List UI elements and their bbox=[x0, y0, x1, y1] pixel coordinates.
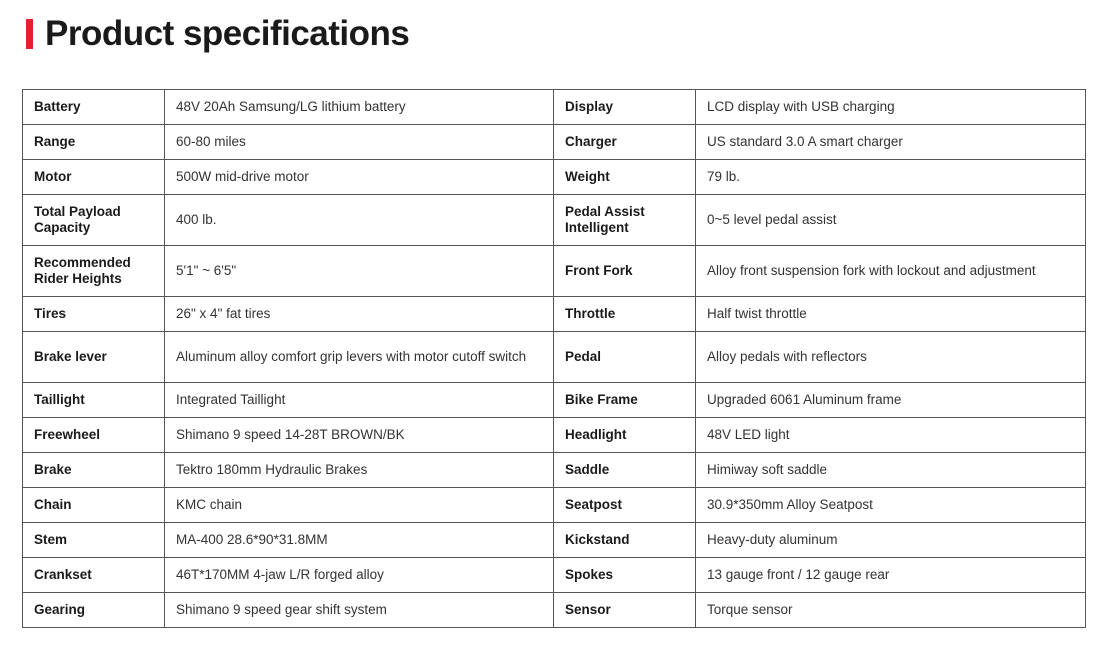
spec-row bbox=[23, 383, 1086, 418]
spec-value: 400 lb. bbox=[165, 195, 554, 246]
spec-label: Pedal bbox=[554, 332, 696, 383]
spec-value: Shimano 9 speed 14-28T BROWN/BK bbox=[165, 418, 554, 453]
spec-value: 30.9*350mm Alloy Seatpost bbox=[696, 488, 1086, 523]
spec-value: 48V 20Ah Samsung/LG lithium battery bbox=[165, 90, 554, 125]
spec-value: Upgraded 6061 Aluminum frame bbox=[696, 383, 1086, 418]
spec-value: 46T*170MM 4-jaw L/R forged alloy bbox=[165, 558, 554, 593]
spec-label: Spokes bbox=[554, 558, 696, 593]
spec-row bbox=[23, 297, 1086, 332]
spec-label: Gearing bbox=[23, 593, 165, 628]
spec-value: 60-80 miles bbox=[165, 125, 554, 160]
spec-label: Range bbox=[23, 125, 165, 160]
spec-label: Display bbox=[554, 90, 696, 125]
spec-row bbox=[23, 246, 1086, 297]
spec-label: Front Fork bbox=[554, 246, 696, 297]
spec-label: Taillight bbox=[23, 383, 165, 418]
spec-label: Sensor bbox=[554, 593, 696, 628]
spec-label: Bike Frame bbox=[554, 383, 696, 418]
spec-value: Heavy-duty aluminum bbox=[696, 523, 1086, 558]
spec-value: MA-400 28.6*90*31.8MM bbox=[165, 523, 554, 558]
spec-row bbox=[23, 488, 1086, 523]
spec-label: Tires bbox=[23, 297, 165, 332]
spec-label: Recommended Rider Heights bbox=[23, 246, 165, 297]
spec-value: Torque sensor bbox=[696, 593, 1086, 628]
spec-value: Integrated Taillight bbox=[165, 383, 554, 418]
spec-value: Tektro 180mm Hydraulic Brakes bbox=[165, 453, 554, 488]
spec-value: 500W mid-drive motor bbox=[165, 160, 554, 195]
spec-label: Stem bbox=[23, 523, 165, 558]
spec-row bbox=[23, 332, 1086, 383]
spec-value: 5'1" ~ 6'5" bbox=[165, 246, 554, 297]
spec-value: Himiway soft saddle bbox=[696, 453, 1086, 488]
spec-row bbox=[23, 195, 1086, 246]
spec-row bbox=[23, 593, 1086, 628]
spec-label: Brake bbox=[23, 453, 165, 488]
spec-value: Alloy front suspension fork with lockout and adjustment bbox=[696, 246, 1086, 297]
spec-label: Total Payload Capacity bbox=[23, 195, 165, 246]
spec-label: Kickstand bbox=[554, 523, 696, 558]
spec-label: Headlight bbox=[554, 418, 696, 453]
spec-label: Crankset bbox=[23, 558, 165, 593]
spec-label: Charger bbox=[554, 125, 696, 160]
spec-value: Half twist throttle bbox=[696, 297, 1086, 332]
spec-label: Freewheel bbox=[23, 418, 165, 453]
spec-row bbox=[23, 558, 1086, 593]
page-title: Product specifications bbox=[45, 14, 410, 53]
spec-value: Alloy pedals with reflectors bbox=[696, 332, 1086, 383]
spec-row bbox=[23, 523, 1086, 558]
spec-row bbox=[23, 125, 1086, 160]
spec-label: Pedal Assist Intelligent bbox=[554, 195, 696, 246]
spec-value: 26" x 4" fat tires bbox=[165, 297, 554, 332]
spec-row bbox=[23, 453, 1086, 488]
spec-value: Aluminum alloy comfort grip levers with motor cutoff switch bbox=[165, 332, 554, 383]
title-accent-bar bbox=[26, 19, 33, 49]
spec-label: Brake lever bbox=[23, 332, 165, 383]
spec-label: Motor bbox=[23, 160, 165, 195]
spec-label: Weight bbox=[554, 160, 696, 195]
spec-value: LCD display with USB charging bbox=[696, 90, 1086, 125]
spec-value: 13 gauge front / 12 gauge rear bbox=[696, 558, 1086, 593]
spec-table bbox=[22, 89, 1086, 628]
spec-value: 0~5 level pedal assist bbox=[696, 195, 1086, 246]
spec-label: Battery bbox=[23, 90, 165, 125]
spec-value: Shimano 9 speed gear shift system bbox=[165, 593, 554, 628]
spec-value: US standard 3.0 A smart charger bbox=[696, 125, 1086, 160]
spec-row bbox=[23, 90, 1086, 125]
spec-label: Chain bbox=[23, 488, 165, 523]
spec-value: 79 lb. bbox=[696, 160, 1086, 195]
spec-value: 48V LED light bbox=[696, 418, 1086, 453]
spec-label: Seatpost bbox=[554, 488, 696, 523]
spec-row bbox=[23, 160, 1086, 195]
spec-row bbox=[23, 418, 1086, 453]
spec-label: Saddle bbox=[554, 453, 696, 488]
spec-label: Throttle bbox=[554, 297, 696, 332]
page-header bbox=[26, 14, 409, 54]
spec-value: KMC chain bbox=[165, 488, 554, 523]
